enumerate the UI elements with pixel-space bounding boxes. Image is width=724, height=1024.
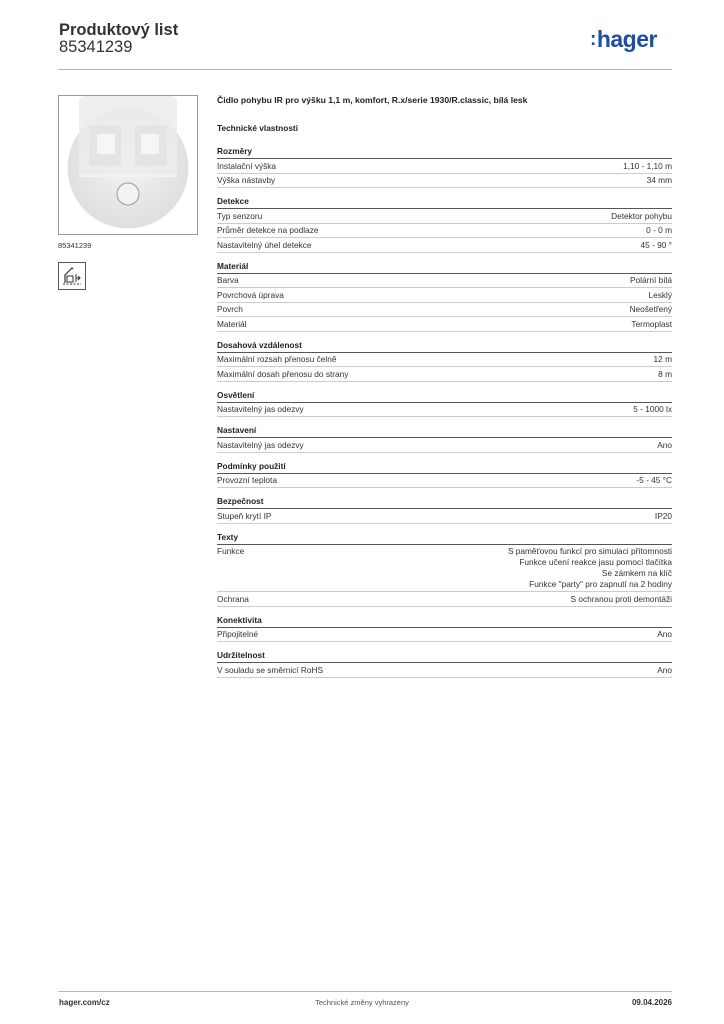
header-divider: [58, 69, 672, 70]
spec-value: [623, 161, 672, 172]
spec-group: [217, 145, 672, 188]
spec-row: [217, 509, 672, 524]
spec-value: [641, 240, 672, 251]
spec-value-line: Lesklý: [648, 289, 672, 300]
spec-group: [217, 649, 672, 678]
spec-label: Instalační výška: [217, 160, 277, 171]
spec-row: [217, 288, 672, 303]
image-caption: 85341239: [58, 241, 92, 250]
spec-label: Funkce: [217, 546, 245, 556]
spec-group-title: Bezpečnost: [217, 495, 672, 509]
spec-group-title: Rozměry: [217, 145, 672, 159]
spec-value-line: Ano: [657, 664, 672, 675]
spec-group: [217, 339, 672, 382]
spec-value-line: Neošetřený: [629, 304, 672, 314]
spec-row: [217, 224, 672, 239]
spec-group: [217, 260, 672, 332]
spec-value: [654, 354, 672, 365]
spec-label: Maximální rozsah přenosu čelně: [217, 354, 337, 364]
spec-value-line: 12 m: [653, 354, 672, 364]
logo-text: hager: [596, 26, 657, 52]
spec-value-line: Se zámkem na klíč: [601, 568, 672, 578]
spec-value: [636, 475, 672, 486]
spec-value-line: Funkce učení reakce jasu pomocí tlačítka: [519, 557, 672, 567]
product-image: [58, 95, 198, 235]
footer-divider: [58, 991, 672, 992]
spec-value-line: Detektor pohybu: [611, 210, 672, 221]
spec-value-line: Polární bílá: [630, 275, 672, 285]
spec-group-title: Udržitelnost: [217, 649, 672, 663]
spec-label: Maximální dosah přenosu do strany: [217, 368, 349, 379]
spec-row: [217, 274, 672, 289]
spec-value: [655, 511, 672, 522]
section-title: Technické vlastnosti: [217, 123, 298, 133]
spec-value: [630, 275, 672, 286]
spec-group-title: Texty: [217, 531, 672, 545]
spec-value-line: 1,10 - 1,10 m: [623, 160, 672, 171]
spec-value: [658, 369, 672, 380]
spec-group: [217, 614, 672, 643]
spec-row: [217, 403, 672, 418]
spec-row: [217, 474, 672, 489]
specifications: [217, 95, 672, 685]
spec-value-line: Termoplast: [631, 318, 672, 329]
spec-value-line: IP20: [654, 510, 672, 521]
spec-group: [217, 460, 672, 489]
spec-group-title: Podmínky použití: [217, 460, 672, 474]
spec-row: [217, 628, 672, 643]
spec-label: Nastavitelný jas odezvy: [217, 404, 304, 414]
product-number: 85341239: [59, 38, 133, 56]
spec-label: Typ senzoru: [217, 210, 263, 221]
footer-notice: Technické změny vyhrazeny: [315, 998, 409, 1007]
spec-label: Výška nástavby: [217, 175, 276, 185]
spec-value: [657, 440, 672, 451]
spec-value: [646, 225, 672, 236]
product-title: Čidlo pohybu IR pro výšku 1,1 m, komfort, R.x/serie 1930/R.classic, bílá lesk: [217, 95, 528, 105]
spec-value: [657, 665, 672, 676]
spec-group-title: Detekce: [217, 195, 672, 209]
spec-row: [217, 303, 672, 318]
spec-label: Nastavitelný úhel detekce: [217, 239, 312, 250]
spec-row: [217, 367, 672, 382]
spec-value: [657, 629, 672, 640]
spec-row: [217, 209, 672, 224]
spec-value-line: Ano: [657, 629, 672, 639]
spec-label: Barva: [217, 275, 239, 285]
spec-groups: [217, 145, 672, 678]
spec-value-line: 5 - 1000 lx: [633, 404, 672, 414]
spec-group: [217, 424, 672, 453]
spec-value: [508, 546, 672, 590]
footer-website[interactable]: hager.com/cz: [59, 998, 110, 1007]
footer-date: 09.04.2026: [631, 998, 672, 1007]
spec-value-line: S ochranou proti demontáži: [570, 593, 672, 604]
spec-row: [217, 663, 672, 678]
spec-label: Připojitelné: [217, 629, 259, 639]
spec-group: [217, 389, 672, 418]
spec-label: Materiál: [217, 318, 247, 329]
spec-value-line: 34 mm: [646, 175, 672, 185]
spec-row: [217, 317, 672, 332]
spec-row: [217, 238, 672, 253]
spec-value: [648, 290, 672, 301]
page-title: Produktový list: [59, 21, 179, 39]
flush-mount-icon: [58, 262, 86, 290]
spec-value: [631, 319, 672, 330]
motion-sensor-image: [59, 96, 197, 234]
spec-value-line: Funkce "party" pro zapnutí na 2 hodiny: [529, 579, 672, 589]
spec-value-line: Ano: [657, 439, 672, 450]
spec-group-title: Nastavení: [217, 424, 672, 438]
spec-label: Povrch: [217, 304, 243, 314]
spec-row: [217, 353, 672, 368]
spec-row: [217, 438, 672, 453]
spec-value-line: S paměťovou funkcí pro simulaci přítomnosti: [507, 546, 672, 556]
spec-value-line: -5 - 45 °C: [636, 475, 672, 485]
spec-group-title: Materiál: [217, 260, 672, 274]
spec-group-title: Osvětlení: [217, 389, 672, 403]
spec-value: [647, 175, 672, 186]
spec-label: Průměr detekce na podlaze: [217, 225, 319, 235]
spec-group: [217, 495, 672, 524]
spec-row: [217, 592, 672, 607]
spec-label: V souladu se směrnicí RoHS: [217, 664, 324, 675]
spec-label: Ochrana: [217, 593, 249, 604]
spec-group: [217, 195, 672, 253]
spec-label: Provozní teplota: [217, 475, 277, 485]
spec-row: [217, 159, 672, 174]
spec-row: [217, 174, 672, 189]
spec-label: Nastavitelný jas odezvy: [217, 439, 304, 450]
hager-logo: :hager: [590, 26, 657, 52]
spec-value: [630, 304, 672, 315]
spec-group: [217, 531, 672, 607]
spec-value: [611, 211, 672, 222]
spec-label: Stupeň krytí IP: [217, 510, 272, 521]
spec-value-line: 0 - 0 m: [646, 225, 672, 235]
spec-group-title: Dosahová vzdálenost: [217, 339, 672, 353]
spec-value: [571, 594, 672, 605]
spec-value-line: 8 m: [658, 368, 672, 379]
spec-label: Povrchová úprava: [217, 289, 284, 300]
spec-row: [217, 545, 672, 593]
spec-value: [633, 404, 672, 415]
spec-group-title: Konektivita: [217, 614, 672, 628]
spec-value-line: 45 - 90 °: [640, 239, 672, 250]
